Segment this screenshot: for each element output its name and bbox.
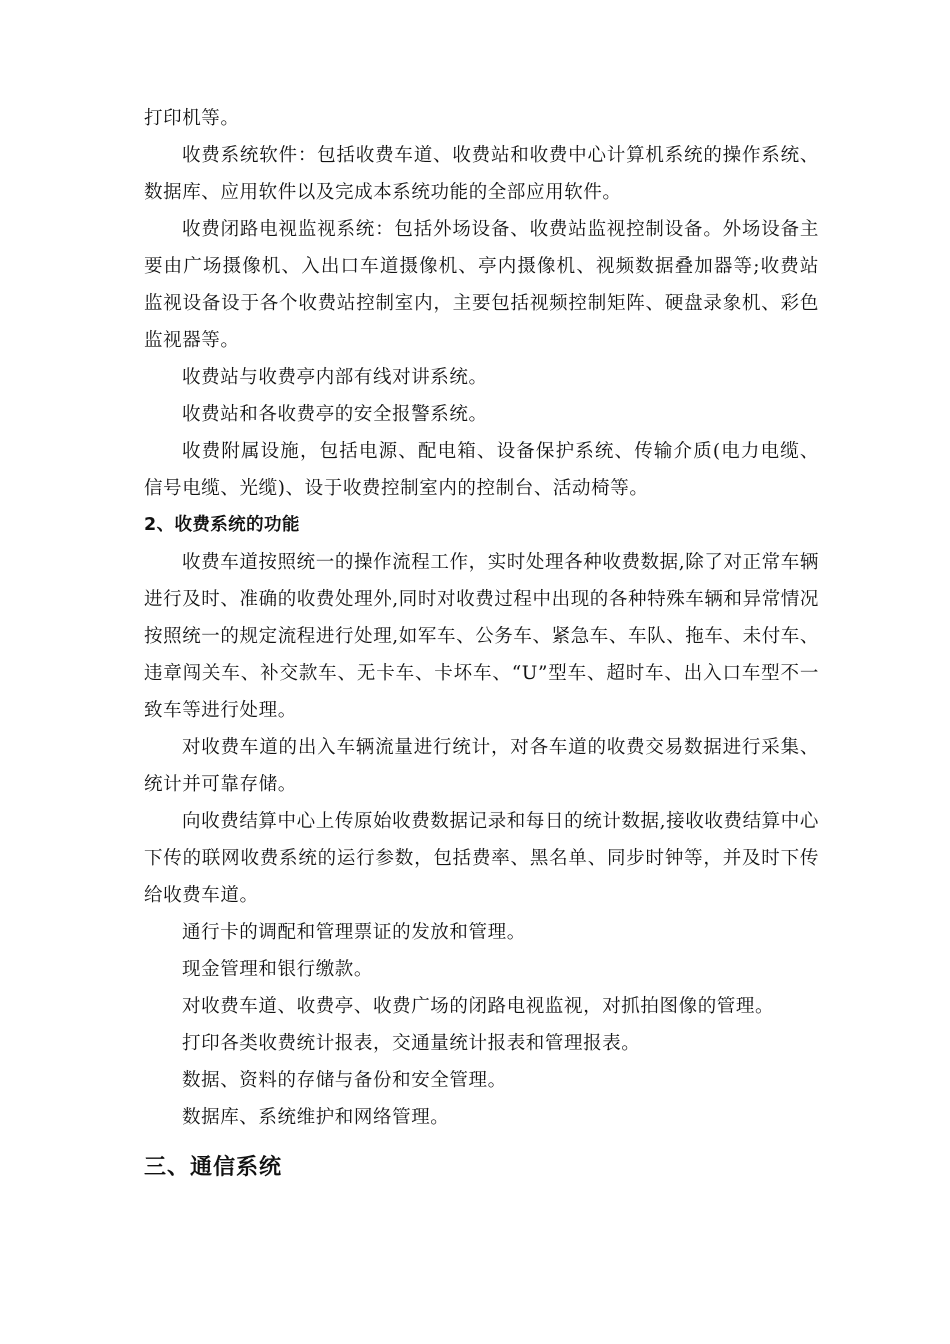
section-heading: 2、收费系统的功能 (144, 515, 300, 535)
chapter-heading: 三、通信系统 (144, 1155, 283, 1180)
paragraph-maintenance: 数据库、系统维护和网络管理。 (182, 1107, 450, 1128)
paragraph-cash-management: 现金管理和银行缴款。 (182, 959, 374, 980)
document-body (144, 100, 819, 1188)
paragraph-alarm: 收费站和各收费亭的安全报警系统。 (182, 404, 488, 425)
paragraph-auxiliary-facilities: 收费附属设施，包括电源、配电箱、设备保护系统、传输介质(电力电缆、信号电缆、光缆)、设于收费控制室内的控制台、活动椅等。 (144, 441, 819, 499)
paragraph-lane-processing: 收费车道按照统一的操作流程工作，实时处理各种收费数据,除了对正常车辆进行及时、准确的收费处理外,同时对收费过程中出现的各种特殊车辆和异常情况按照统一的规定流程进行处理,如军车、公务车、紧急车、车队、拖车、未付车、违章闯关车、补交款车、无卡车、卡坏车、“U”型车、超时车、出入口车型不一致车等进行处理。 (144, 552, 819, 721)
paragraph-data-backup: 数据、资料的存储与备份和安全管理。 (182, 1070, 507, 1091)
paragraph-intercom: 收费站与收费亭内部有线对讲系统。 (182, 367, 488, 388)
paragraph-cctv-monitoring: 对收费车道、收费亭、收费广场的闭路电视监视，对抓拍图像的管理。 (182, 996, 775, 1017)
paragraph-traffic-statistics: 对收费车道的出入车辆流量进行统计，对各车道的收费交易数据进行采集、统计并可靠存储。 (144, 737, 819, 795)
paragraph-reports: 打印各类收费统计报表，交通量统计报表和管理报表。 (182, 1033, 641, 1054)
paragraph-cctv-system: 收费闭路电视监视系统：包括外场设备、收费站监视控制设备。外场设备主要由广场摄像机、入出口车道摄像机、亭内摄像机、视频数据叠加器等;收费站监视设备设于各个收费站控制室内，主要包括视频控制矩阵、硬盘录象机、彩色监视器等。 (144, 219, 819, 351)
paragraph-continuation: 打印机等。 (144, 108, 240, 129)
paragraph-pass-card: 通行卡的调配和管理票证的发放和管理。 (182, 922, 526, 943)
paragraph-toll-software: 收费系统软件：包括收费车道、收费站和收费中心计算机系统的操作系统、数据库、应用软件以及完成本系统功能的全部应用软件。 (144, 145, 819, 203)
paragraph-data-upload: 向收费结算中心上传原始收费数据记录和每日的统计数据,接收收费结算中心下传的联网收费系统的运行参数，包括费率、黑名单、同步时钟等，并及时下传给收费车道。 (144, 811, 819, 906)
